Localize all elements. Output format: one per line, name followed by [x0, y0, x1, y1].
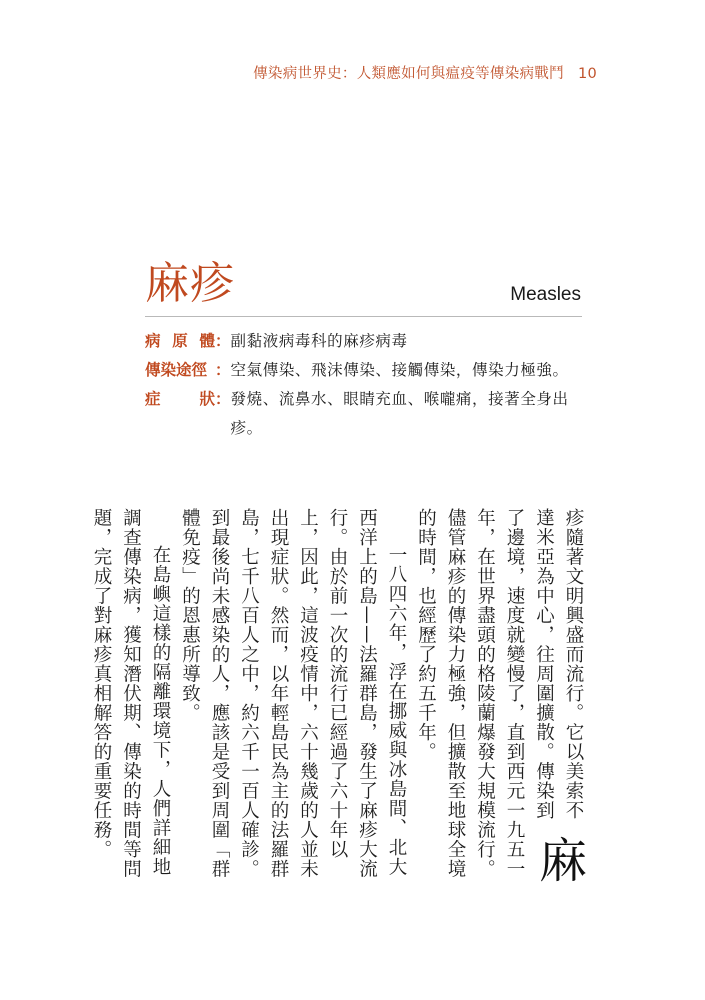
info-label-symptoms — [145, 385, 215, 414]
info-value-symptoms: 發燒、流鼻水、眼睛充血、喉嚨痛，接著全身出疹。 — [230, 390, 569, 437]
entry-title-zh: 麻疹 — [145, 258, 235, 309]
label-colon: ： — [215, 361, 231, 379]
label-char: 傳染途徑 — [145, 361, 208, 379]
info-row-pathogen — [145, 327, 585, 356]
label-char: 病 — [145, 332, 161, 350]
label-char: 狀 — [199, 390, 215, 408]
paragraph-3: 在島嶼這樣的隔離環境下，人們詳細地調查傳染病，獲知潛伏期、傳染的時間等問題，完成了對麻疹真相解答的重要任務。 — [91, 508, 171, 879]
vertical-body-text — [87, 508, 589, 888]
label-char: 體 — [199, 332, 215, 350]
label-char: 原 — [172, 332, 188, 350]
info-row-symptoms — [145, 385, 585, 443]
label-colon: ： — [215, 332, 231, 350]
paragraph-1-text: 疹隨著文明興盛而流行。它以美索不達米亞為中心，往周圍擴散。傳染到了邊境，速度就變慢了，直到西元一九五一年，在世界盡頭的格陵蘭爆發大規模流行。儘管麻疹的傳染力極強，但擴散至地球全境的時間，也經歷了約五千年。 — [415, 508, 584, 879]
info-label-pathogen — [145, 327, 215, 356]
paragraph-1 — [411, 508, 588, 888]
label-char: 症 — [145, 390, 161, 408]
disease-info-table — [145, 327, 585, 443]
running-header — [253, 62, 597, 83]
info-value-transmission: 空氣傳染、飛沫傳染、接觸傳染，傳染力極強。 — [230, 361, 569, 379]
book-title: 傳染病世界史：人類應如何與瘟疫等傳染病戰鬥 — [253, 66, 564, 82]
info-label-transmission — [145, 356, 215, 385]
entry-title-en: Measles — [510, 284, 581, 305]
label-colon: ： — [215, 390, 231, 408]
info-value-pathogen: 副黏液病毒科的麻疹病毒 — [230, 332, 408, 350]
info-row-transmission — [145, 356, 585, 385]
drop-cap: 麻 — [538, 833, 588, 889]
paragraph-2: 一八四六年，浮在挪威與冰島間、北大西洋上的島——法羅群島，發生了麻疹大流行。由於前一次的流行已經過了六十年以上，因此，這波疫情中，六十幾歲的人並未出現症狀。然而，以年輕島民為主的法羅群島，七千八百人之中，約六千一百人確診。到最後尚未感染的人，應該是受到周圍「群體免疫」的恩惠所導致。 — [179, 508, 407, 879]
title-divider — [145, 316, 582, 317]
page-number: 10 — [577, 66, 597, 82]
